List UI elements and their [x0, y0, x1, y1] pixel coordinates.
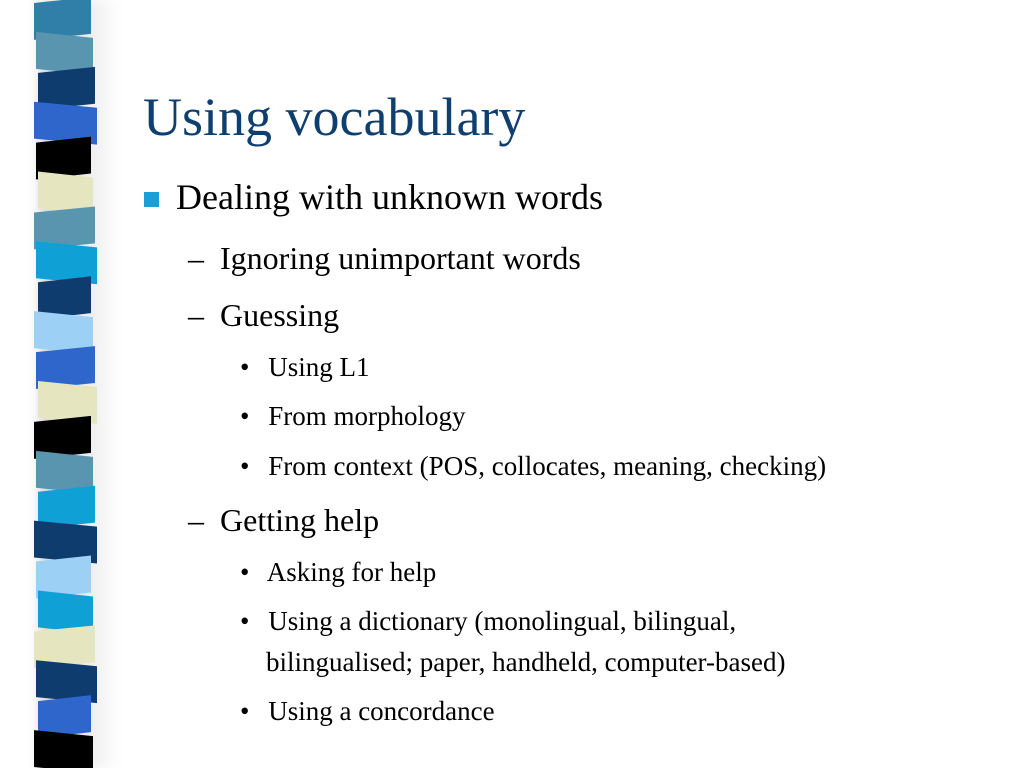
sub-sub-bullet-item — [240, 695, 495, 727]
dash-bullet: – — [188, 297, 204, 333]
sub-sub-bullet-item — [240, 450, 826, 482]
sub-bullet-text: Ignoring unimportant words — [220, 240, 581, 276]
decorative-stripe-bar — [0, 0, 100, 768]
sub-sub-bullet-text: Using L1 — [268, 352, 370, 382]
dot-bullet: • — [240, 352, 250, 382]
sub-sub-bullet-item — [240, 605, 736, 637]
bullet-text: Dealing with unknown words — [176, 177, 603, 217]
sub-sub-bullet-text: Using a dictionary (monolingual, bilingual, — [268, 606, 737, 636]
sub-bullet-item — [188, 297, 339, 333]
sub-bullet-text: Guessing — [220, 297, 340, 333]
sub-sub-bullet-text: Using a concordance — [268, 696, 495, 726]
sub-bullet-item — [188, 240, 581, 276]
slide-title: Using vocabulary — [143, 87, 526, 147]
sub-sub-bullet-item — [240, 400, 465, 432]
sub-sub-bullet-text: From context (POS, collocates, meaning, checking) — [268, 451, 827, 481]
sub-sub-bullet-item — [240, 556, 436, 588]
dot-bullet: • — [240, 696, 250, 726]
sub-sub-bullet-text: bilingualised; paper, handheld, computer-based) — [266, 647, 786, 677]
square-bullet-icon — [144, 192, 159, 207]
dot-bullet: • — [240, 606, 250, 636]
dash-bullet: – — [188, 240, 204, 276]
sub-sub-bullet-item — [240, 351, 369, 383]
dash-bullet: – — [188, 502, 204, 538]
sub-sub-bullet-text: From morphology — [268, 401, 466, 431]
slide-content — [140, 0, 1000, 768]
sub-sub-bullet-text: Asking for help — [266, 557, 437, 587]
sub-bullet-text: Getting help — [220, 502, 380, 538]
bullet-item — [176, 177, 603, 217]
sub-sub-bullet-continuation — [266, 646, 785, 678]
stripe-band — [34, 730, 93, 768]
dot-bullet: • — [240, 557, 250, 587]
dot-bullet: • — [240, 451, 250, 481]
dot-bullet: • — [240, 401, 250, 431]
sub-bullet-item — [188, 502, 379, 538]
